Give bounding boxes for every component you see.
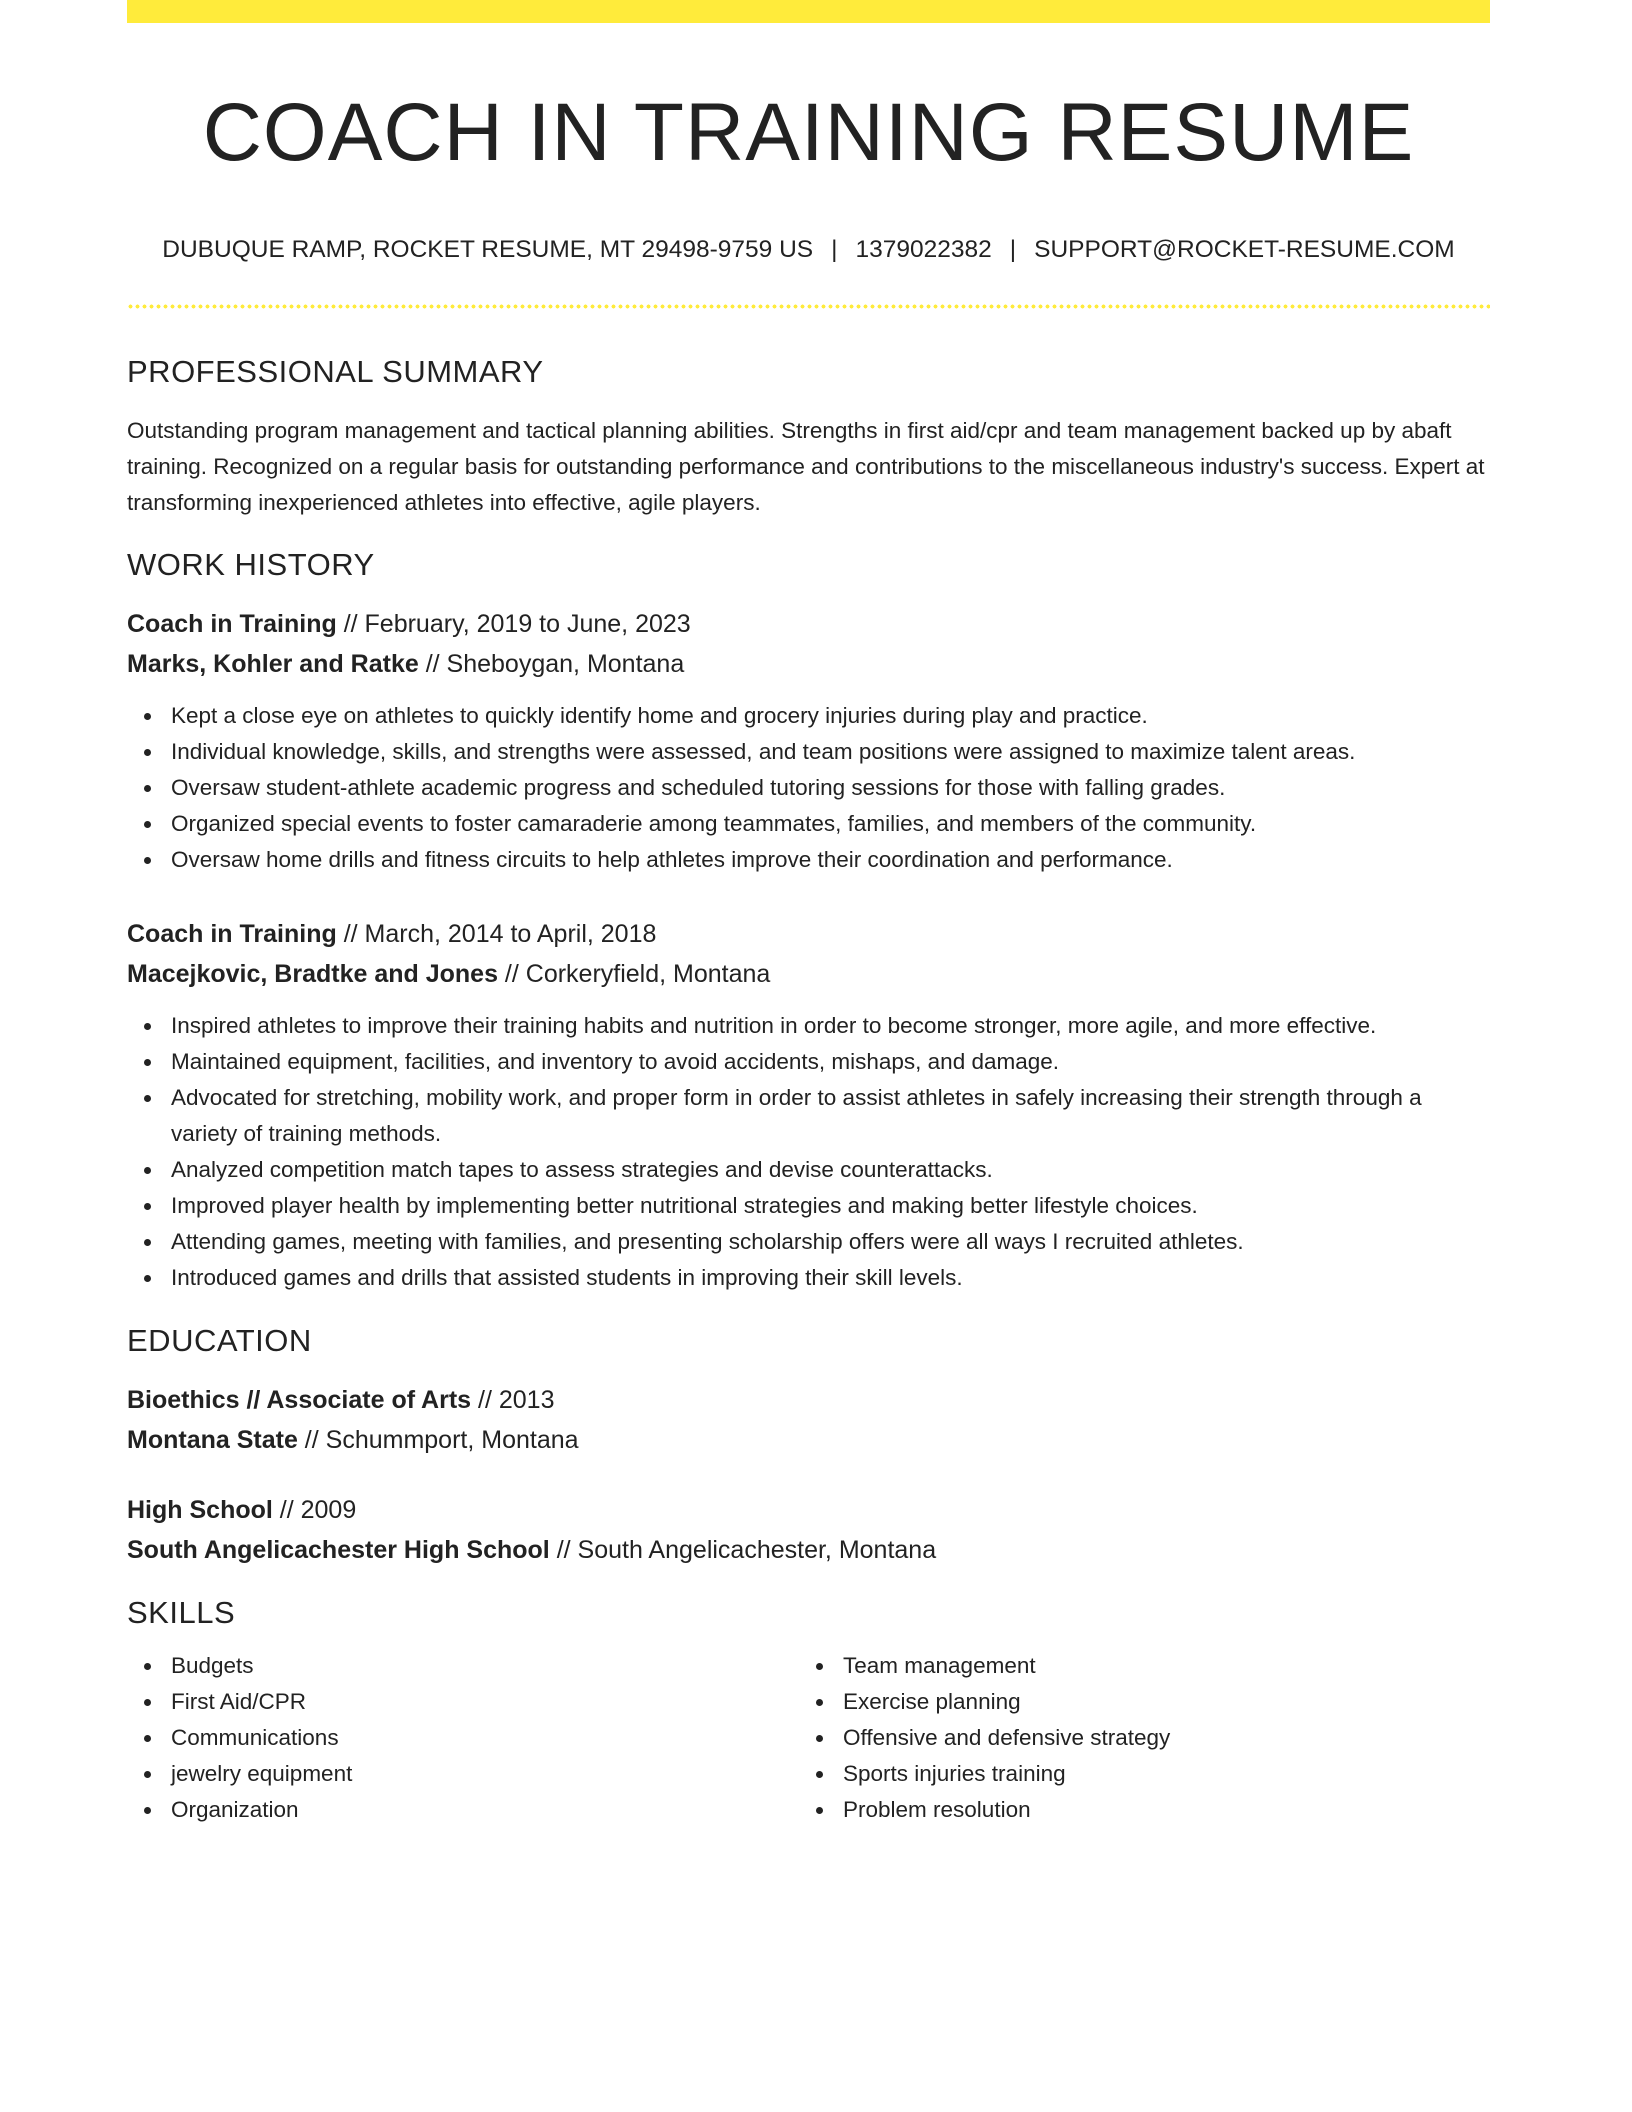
education-entry [127,1490,1490,1570]
section-title-education: EDUCATION [127,1323,312,1358]
contact-address: DUBUQUE RAMP, ROCKET RESUME, MT 29498-9759 US [162,236,814,263]
skills-grid [127,1648,1490,1828]
skill-item: Organization [127,1792,799,1828]
job-role: Coach in Training [127,920,337,948]
education-school-line [127,1530,1490,1570]
list-item: Kept a close eye on athletes to quickly identify home and grocery injuries during play and practice. [127,698,1490,734]
list-item: Oversaw student-athlete academic progress and scheduled tutoring sessions for those with falling grades. [127,770,1490,806]
contact-line [127,235,1490,265]
education-year: // 2009 [272,1496,357,1524]
education-degree-line [127,1490,1490,1530]
job-role: Coach in Training [127,610,337,638]
contact-separator: | [831,236,838,263]
contact-email: SUPPORT@ROCKET-RESUME.COM [1034,236,1455,263]
list-item: Introduced games and drills that assisted students in improving their skill levels. [127,1260,1490,1296]
skill-item: jewelry equipment [127,1756,799,1792]
skills-list-left [127,1648,799,1828]
education-degree: Bioethics // Associate of Arts [127,1386,472,1414]
skill-item: Sports injuries training [799,1756,1471,1792]
accent-top-bar [127,0,1490,23]
skill-item: Budgets [127,1648,799,1684]
list-item: Maintained equipment, facilities, and inventory to avoid accidents, mishaps, and damage. [127,1044,1490,1080]
job-entry [127,604,1490,878]
education-degree: High School [127,1496,273,1524]
education-school: South Angelicachester High School [127,1536,550,1564]
job-company-line [127,954,1490,994]
list-item: Analyzed competition match tapes to assess strategies and devise counterattacks. [127,1152,1490,1188]
education-location: // South Angelicachester, Montana [549,1536,937,1564]
skills-list-right [799,1648,1471,1828]
job-role-line [127,604,1490,644]
skill-item: Problem resolution [799,1792,1471,1828]
skill-item: Communications [127,1720,799,1756]
job-role-line [127,914,1490,954]
resume-page [127,0,1490,1828]
skill-item: Team management [799,1648,1471,1684]
list-item: Attending games, meeting with families, and presenting scholarship offers were all ways I recruited athletes. [127,1224,1490,1260]
education-location: // Schummport, Montana [297,1426,579,1454]
list-item: Individual knowledge, skills, and strengths were assessed, and team positions were assigned to maximize talent areas. [127,734,1490,770]
job-dates: // February, 2019 to June, 2023 [336,610,691,638]
job-company: Marks, Kohler and Ratke [127,650,419,678]
section-title-summary: PROFESSIONAL SUMMARY [127,354,544,389]
job-location: // Sheboygan, Montana [418,650,685,678]
job-company-line [127,644,1490,684]
job-location: // Corkeryfield, Montana [497,960,771,988]
education-school: Montana State [127,1426,298,1454]
skill-item: Offensive and defensive strategy [799,1720,1471,1756]
job-entry [127,914,1490,1296]
contact-phone: 1379022382 [855,236,992,263]
education-entry [127,1380,1490,1460]
section-title-skills: SKILLS [127,1595,236,1630]
education-degree-line [127,1380,1490,1420]
list-item: Advocated for stretching, mobility work, and proper form in order to assist athletes in safely increasing their strength through a variety of training methods. [127,1080,1490,1152]
resume-title: COACH IN TRAINING RESUME [202,87,1415,178]
job-duties-list [127,698,1490,878]
summary-text: Outstanding program management and tactical planning abilities. Strengths in first aid/cpr and team management backed up by abaft training. Recognized on a regular basis for outstanding performance and contributions to the miscellaneous industry's success. Expert at transforming inexperienced athletes into effective, agile players. [127,418,1485,515]
education-school-line [127,1420,1490,1460]
list-item: Oversaw home drills and fitness circuits to help athletes improve their coordination and performance. [127,842,1490,878]
list-item: Improved player health by implementing better nutritional strategies and making better lifestyle choices. [127,1188,1490,1224]
list-item: Inspired athletes to improve their training habits and nutrition in order to become stronger, more agile, and more effective. [127,1008,1490,1044]
job-company: Macejkovic, Bradtke and Jones [127,960,498,988]
job-dates: // March, 2014 to April, 2018 [336,920,657,948]
section-title-work-history: WORK HISTORY [127,547,375,582]
dotted-divider [127,304,1490,309]
skill-item: Exercise planning [799,1684,1471,1720]
education-year: // 2013 [471,1386,555,1414]
skill-item: First Aid/CPR [127,1684,799,1720]
list-item: Organized special events to foster camaraderie among teammates, families, and members of the community. [127,806,1490,842]
job-duties-list [127,1008,1490,1296]
contact-separator: | [1009,236,1017,263]
